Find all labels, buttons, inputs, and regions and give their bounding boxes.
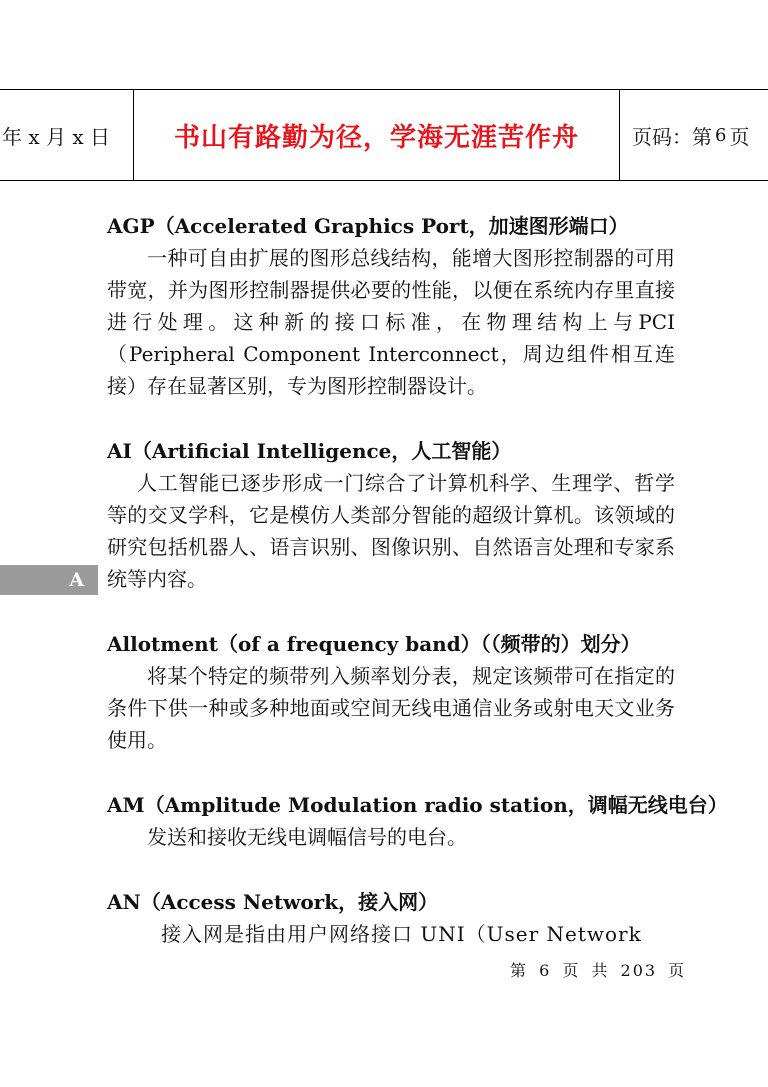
entry-title-am: AM（Amplitude Modulation radio station，调幅无线电台） [107, 793, 728, 817]
entry-title-agp: AGP（Accelerated Graphics Port，加速图形端口） [107, 214, 629, 238]
entry-title-an: AN（Access Network，接入网） [107, 890, 439, 914]
page-header [0, 89, 768, 181]
header-page-number [620, 90, 768, 181]
header-date: 年 x 月 x 日 [0, 90, 134, 181]
page-suffix: 页 [729, 125, 750, 149]
entry-body-ai: 人工智能已逐步形成一门综合了计算机科学、生理学、哲学等的交叉学科，它是模仿人类部分智能的超级计算机。该领域的研究包括机器人、语言识别、图像识别、自然语言处理和专家系统等内容。 [107, 471, 675, 591]
entry-body-am: 发送和接收无线电调幅信号的电台。 [147, 825, 467, 849]
page-prefix: 页码：第 [632, 125, 712, 149]
entry-body-allotment: 将某个特定的频带列入频率划分表，规定该频带可在指定的条件下供一种或多种地面或空间无线电通信业务或射电天文业务使用。 [107, 664, 675, 752]
entry-body-agp: 一种可自由扩展的图形总线结构，能增大图形控制器的可用带宽，并为图形控制器提供必要的性能，以便在系统内存里直接进行处理。这种新的接口标准，在物理结构上与PCI（Peripheral Component Interconnect，周边组件相互连接）存在显著区别，专为图形控制器设计。 [107, 246, 675, 398]
page-footer: 第 6 页 共 203 页 [510, 961, 687, 980]
header-motto: 书山有路勤为径，学海无涯苦作舟 [134, 90, 620, 181]
entry-body-an: 接入网是指由用户网络接口 UNI（User Network [161, 922, 642, 946]
document-body [107, 210, 728, 950]
entry-title-allotment: Allotment（of a frequency band）（（频带的）划分） [107, 632, 641, 656]
section-tab: A [0, 565, 98, 595]
page-num: 6 [715, 125, 727, 146]
entry-title-ai: AI（Artificial Intelligence，人工智能） [107, 439, 512, 463]
